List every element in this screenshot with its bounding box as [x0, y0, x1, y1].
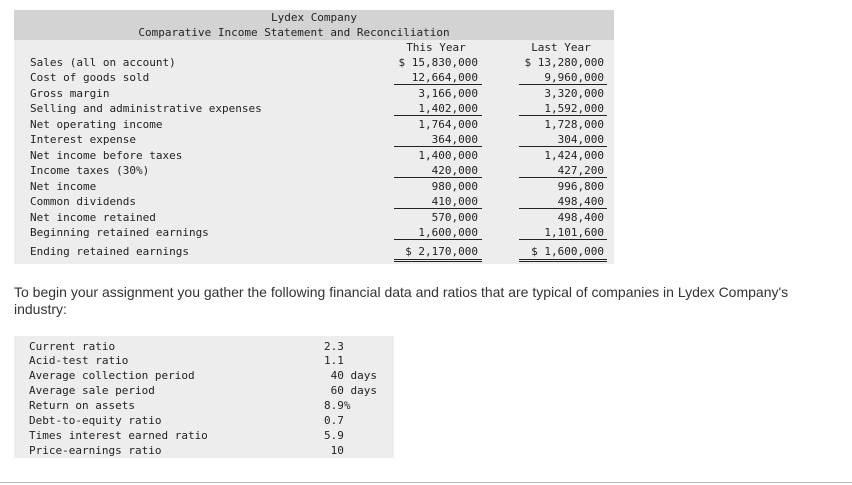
statement-row	[14, 244, 614, 259]
ratio-value: 1.1	[324, 354, 344, 367]
bottom-divider	[0, 482, 852, 483]
this-year-value: 12,664,000	[411, 71, 478, 84]
row-label: Gross margin	[30, 87, 110, 100]
underline	[519, 115, 607, 116]
column-header-last-year: Last Year	[531, 41, 591, 54]
statement-row	[14, 179, 614, 194]
row-label: Common dividends	[30, 195, 136, 208]
statement-row	[14, 55, 614, 70]
this-year-value: 980,000	[431, 180, 478, 193]
last-year-value: 3,320,000	[544, 87, 604, 100]
double-underline	[519, 259, 607, 262]
this-year-value: $ 15,830,000	[398, 56, 478, 69]
ratio-value: 60 days	[324, 384, 377, 397]
this-year-value: 1,600,000	[418, 226, 478, 239]
ratio-label: Acid-test ratio	[29, 354, 129, 367]
statement-row	[14, 70, 614, 85]
ratio-row	[14, 443, 394, 458]
row-label: Income taxes (30%)	[30, 164, 150, 177]
row-label: Ending retained earnings	[30, 245, 189, 258]
ratio-value: 5.9	[324, 429, 344, 442]
ratio-label: Current ratio	[29, 340, 116, 353]
last-year-value: 304,000	[557, 133, 604, 146]
this-year-value: 364,000	[431, 133, 478, 146]
intro-paragraph: To begin your assignment you gather the following financial data and ratios that are typical of companies in Lydex Company's industry:	[14, 284, 789, 317]
last-year-value: 996,800	[557, 180, 604, 193]
ratio-label: Return on assets	[29, 399, 135, 412]
statement-row	[14, 132, 614, 147]
ratio-row	[14, 413, 394, 428]
ratio-value: 8.9%	[324, 399, 351, 412]
underline	[519, 239, 607, 240]
ratio-value: 10	[324, 444, 344, 457]
ratio-value: 0.7	[324, 414, 344, 427]
statement-title: Comparative Income Statement and Reconciliation	[138, 26, 450, 39]
ratio-row	[14, 383, 394, 398]
last-year-value: 1,728,000	[544, 118, 604, 131]
this-year-value: 1,400,000	[418, 149, 478, 162]
row-label: Sales (all on account)	[30, 56, 176, 69]
underline	[394, 239, 482, 240]
last-year-value: 1,592,000	[544, 102, 604, 115]
row-label: Net operating income	[30, 118, 163, 131]
row-label: Interest expense	[30, 133, 136, 146]
last-year-value: 427,200	[557, 164, 604, 177]
underline	[519, 208, 607, 209]
last-year-value: $ 1,600,000	[531, 245, 604, 258]
ratio-row	[14, 353, 394, 368]
row-label: Net income	[30, 180, 97, 193]
underline	[394, 84, 482, 85]
ratio-row	[14, 398, 394, 413]
statement-row	[14, 148, 614, 163]
this-year-value: 570,000	[431, 211, 478, 224]
statement-row	[14, 86, 614, 101]
underline	[394, 115, 482, 116]
this-year-value: 1,402,000	[418, 102, 478, 115]
statement-row	[14, 163, 614, 178]
underline	[519, 177, 607, 178]
underline	[519, 146, 607, 147]
income-statement-panel	[14, 10, 614, 264]
underline	[394, 208, 482, 209]
this-year-value: 420,000	[431, 164, 478, 177]
statement-header	[14, 10, 614, 40]
ratio-row	[14, 428, 394, 443]
column-header-this-year: This Year	[406, 41, 466, 54]
row-label: Beginning retained earnings	[30, 226, 209, 239]
statement-row	[14, 225, 614, 240]
row-label: Net income before taxes	[30, 149, 183, 162]
this-year-value: 1,764,000	[418, 118, 478, 131]
ratio-value: 2.3	[324, 340, 344, 353]
ratio-label: Times interest earned ratio	[29, 429, 208, 442]
ratio-row	[14, 368, 394, 383]
ratio-label: Average sale period	[29, 384, 155, 397]
company-name: Lydex Company	[270, 11, 358, 24]
statement-row	[14, 194, 614, 209]
last-year-value: $ 13,280,000	[524, 56, 604, 69]
ratio-label: Price-earnings ratio	[29, 444, 162, 457]
ratio-label: Average collection period	[29, 369, 195, 382]
row-label: Selling and administrative expenses	[30, 102, 262, 115]
statement-row	[14, 117, 614, 132]
last-year-value: 1,101,600	[544, 226, 604, 239]
ratio-row	[14, 339, 394, 354]
underline	[394, 177, 482, 178]
row-label: Net income retained	[30, 211, 156, 224]
last-year-value: 9,960,000	[544, 71, 604, 84]
this-year-value: $ 2,170,000	[405, 245, 478, 258]
last-year-value: 1,424,000	[544, 149, 604, 162]
industry-ratios-panel	[14, 336, 394, 458]
ratio-value: 40 days	[324, 369, 377, 382]
this-year-value: 410,000	[431, 195, 478, 208]
double-underline	[394, 259, 482, 262]
underline	[519, 84, 607, 85]
last-year-value: 498,400	[557, 195, 604, 208]
statement-row	[14, 101, 614, 116]
last-year-value: 498,400	[557, 211, 604, 224]
statement-row	[14, 210, 614, 225]
this-year-value: 3,166,000	[418, 87, 478, 100]
ratio-label: Debt-to-equity ratio	[29, 414, 162, 427]
row-label: Cost of goods sold	[30, 71, 150, 84]
underline	[394, 146, 482, 147]
